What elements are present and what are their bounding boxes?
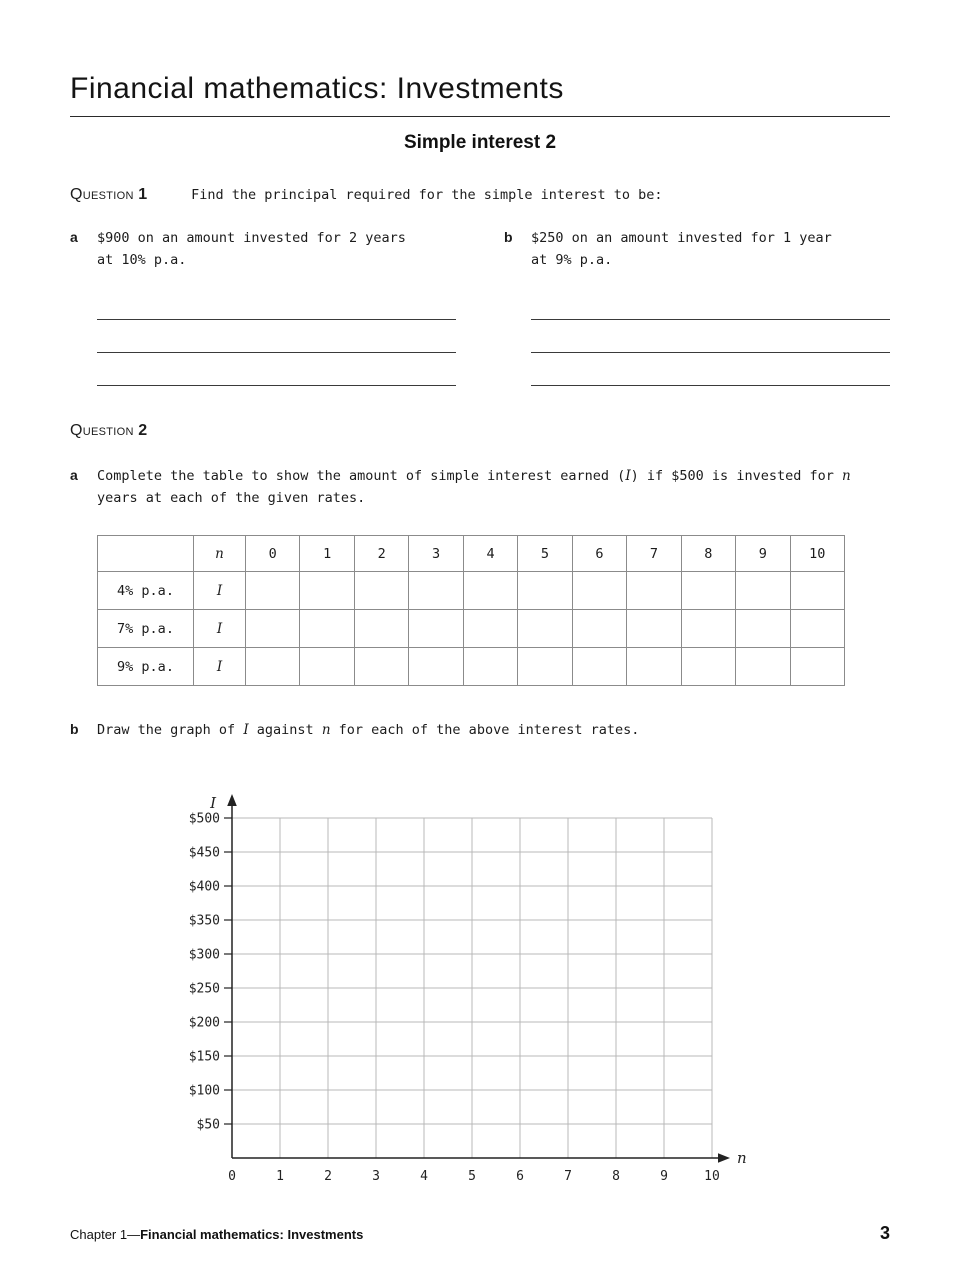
table-header-row xyxy=(98,536,845,572)
page-number: 3 xyxy=(879,1223,890,1243)
y-tick-label: $100 xyxy=(188,1083,220,1099)
prompt-segment: against xyxy=(248,722,322,739)
empty-cell xyxy=(409,648,463,686)
answer-line xyxy=(97,353,456,386)
x-tick-label: 7 xyxy=(564,1168,572,1184)
empty-cell xyxy=(627,648,681,686)
question-1-header xyxy=(70,186,890,204)
question-1-part-b xyxy=(504,228,890,386)
page-title: Financial mathematics: Investments xyxy=(70,72,564,105)
empty-cell xyxy=(518,572,572,610)
x-tick-label: 6 xyxy=(516,1168,524,1184)
question-2-part-a-body xyxy=(97,466,890,509)
prompt-segment: Draw the graph of xyxy=(97,722,244,739)
math-symbol-I: I xyxy=(625,468,631,485)
chapter-prefix: Chapter 1— xyxy=(70,1227,141,1242)
empty-cell xyxy=(790,572,844,610)
answer-line xyxy=(531,320,890,353)
empty-cell xyxy=(518,648,572,686)
table-header-col: 5 xyxy=(518,536,572,572)
table-header-col: 10 xyxy=(790,536,844,572)
table-header-col: 1 xyxy=(300,536,354,572)
answer-line xyxy=(97,320,456,353)
empty-cell xyxy=(409,610,463,648)
part-a-text-line-2: at 10% p.a. xyxy=(97,251,187,268)
page-footer xyxy=(70,1223,890,1244)
question-1-label xyxy=(70,186,147,204)
y-tick-marks xyxy=(224,818,232,1124)
empty-cell xyxy=(627,610,681,648)
answer-line xyxy=(97,287,456,320)
empty-cell xyxy=(681,572,735,610)
question-1-number: 1 xyxy=(138,186,148,203)
table-row xyxy=(98,610,845,648)
question-2-label xyxy=(70,422,147,440)
empty-cell xyxy=(354,572,408,610)
question-2-header xyxy=(70,422,890,440)
part-a-text-line-1: $900 on an amount invested for 2 years xyxy=(97,230,406,246)
symbol-I: I xyxy=(194,648,246,686)
question-2 xyxy=(70,422,890,1212)
x-tick-labels xyxy=(228,1169,720,1184)
empty-cell xyxy=(246,648,300,686)
table-header-col: 2 xyxy=(354,536,408,572)
y-tick-label: $450 xyxy=(188,845,220,861)
page-subtitle: Simple interest 2 xyxy=(403,132,557,153)
x-axis-arrow-icon xyxy=(718,1153,730,1163)
empty-cell xyxy=(409,572,463,610)
y-tick-label: $350 xyxy=(188,913,220,929)
question-2-part-b xyxy=(70,720,890,742)
graph-area xyxy=(162,758,890,1212)
x-tick-label: 4 xyxy=(420,1168,428,1184)
table-header-col: 7 xyxy=(627,536,681,572)
part-letter-b: b xyxy=(70,721,79,738)
empty-cell xyxy=(518,610,572,648)
part-b-answer-area xyxy=(531,287,890,386)
part-b-body xyxy=(531,228,890,386)
title-divider xyxy=(70,116,890,117)
x-tick-label: 0 xyxy=(228,1168,236,1184)
y-tick-label: $250 xyxy=(188,981,220,997)
question-2-part-a-prompt xyxy=(97,466,890,509)
table-header-n: n xyxy=(194,536,246,572)
part-letter-a: a xyxy=(70,467,78,484)
empty-cell xyxy=(300,610,354,648)
math-symbol-I: I xyxy=(243,722,249,739)
axes xyxy=(232,804,720,1158)
table-row xyxy=(98,572,845,610)
empty-cell xyxy=(736,648,790,686)
x-tick-label: 3 xyxy=(372,1168,380,1184)
part-letter-b: b xyxy=(504,229,513,245)
part-letter-a: a xyxy=(70,229,78,245)
empty-cell xyxy=(300,648,354,686)
prompt-segment: for each of the above interest rates. xyxy=(330,722,640,739)
empty-cell xyxy=(246,572,300,610)
empty-cell xyxy=(681,648,735,686)
empty-cell xyxy=(354,648,408,686)
empty-cell xyxy=(790,610,844,648)
math-symbol-n: n xyxy=(321,722,331,739)
empty-cell xyxy=(463,572,517,610)
question-2-part-b-body xyxy=(97,720,890,742)
answer-line xyxy=(531,353,890,386)
prompt-segment: years at each of the given rates. xyxy=(97,489,366,506)
y-tick-label: $150 xyxy=(188,1049,220,1065)
x-tick-label: 8 xyxy=(612,1168,620,1184)
empty-cell xyxy=(572,572,626,610)
empty-cell xyxy=(627,572,681,610)
question-2-part-a xyxy=(70,466,890,509)
y-tick-labels xyxy=(189,811,220,1132)
part-b-text-line-1: $250 on an amount invested for 1 year xyxy=(531,230,832,246)
y-tick-label: $300 xyxy=(188,947,220,963)
chapter-title: Financial mathematics: Investments xyxy=(140,1227,364,1242)
question-1-parts xyxy=(70,228,890,386)
symbol-I: I xyxy=(194,610,246,648)
empty-cell xyxy=(354,610,408,648)
rate-label: 4% p.a. xyxy=(98,572,194,610)
interest-table xyxy=(97,535,845,686)
table-row xyxy=(98,648,845,686)
empty-grid-chart xyxy=(162,758,762,1208)
y-tick-label: $400 xyxy=(188,879,220,895)
y-axis-label: I xyxy=(210,793,216,812)
chapter-reference xyxy=(70,1227,363,1242)
x-tick-label: 2 xyxy=(324,1168,332,1184)
x-tick-label: 9 xyxy=(660,1168,668,1184)
table-header-col: 4 xyxy=(463,536,517,572)
y-tick-label: $500 xyxy=(188,811,220,827)
symbol-I: I xyxy=(194,572,246,610)
empty-cell xyxy=(736,610,790,648)
empty-cell xyxy=(681,610,735,648)
question-word: Question xyxy=(70,422,134,440)
empty-cell xyxy=(572,648,626,686)
empty-cell xyxy=(736,572,790,610)
part-a-answer-area xyxy=(97,287,456,386)
empty-cell xyxy=(463,610,517,648)
table-corner-cell xyxy=(98,536,194,572)
part-a-body xyxy=(97,228,456,386)
table-header-col: 3 xyxy=(409,536,463,572)
part-b-text-line-2: at 9% p.a. xyxy=(531,251,613,268)
answer-line xyxy=(531,287,890,320)
y-axis-arrow-icon xyxy=(227,794,237,806)
question-word: Question xyxy=(70,186,134,203)
empty-cell xyxy=(463,648,517,686)
question-1-prompt: Find the principal required for the simple interest to be: xyxy=(191,187,663,203)
x-tick-label: 5 xyxy=(468,1168,476,1184)
table-header-col: 6 xyxy=(572,536,626,572)
y-tick-label: $50 xyxy=(196,1117,220,1133)
rate-label: 9% p.a. xyxy=(98,648,194,686)
empty-cell xyxy=(246,610,300,648)
prompt-segment: Complete the table to show the amount of simple interest earned ( xyxy=(97,468,626,485)
y-tick-label: $200 xyxy=(188,1015,220,1031)
x-tick-label: 1 xyxy=(276,1168,284,1184)
empty-cell xyxy=(572,610,626,648)
question-1-part-a xyxy=(70,228,456,386)
empty-cell xyxy=(300,572,354,610)
table-header-col: 8 xyxy=(681,536,735,572)
x-tick-label: 10 xyxy=(704,1168,720,1184)
rate-label: 7% p.a. xyxy=(98,610,194,648)
table-header-col: 0 xyxy=(246,536,300,572)
x-axis-label: n xyxy=(737,1148,747,1167)
question-2-part-b-prompt xyxy=(97,720,890,742)
empty-cell xyxy=(790,648,844,686)
table-header-col: 9 xyxy=(736,536,790,572)
prompt-segment: ) if $500 is invested for xyxy=(630,468,842,485)
question-1 xyxy=(70,186,890,386)
math-symbol-n: n xyxy=(841,468,851,485)
question-2-number: 2 xyxy=(138,422,148,440)
